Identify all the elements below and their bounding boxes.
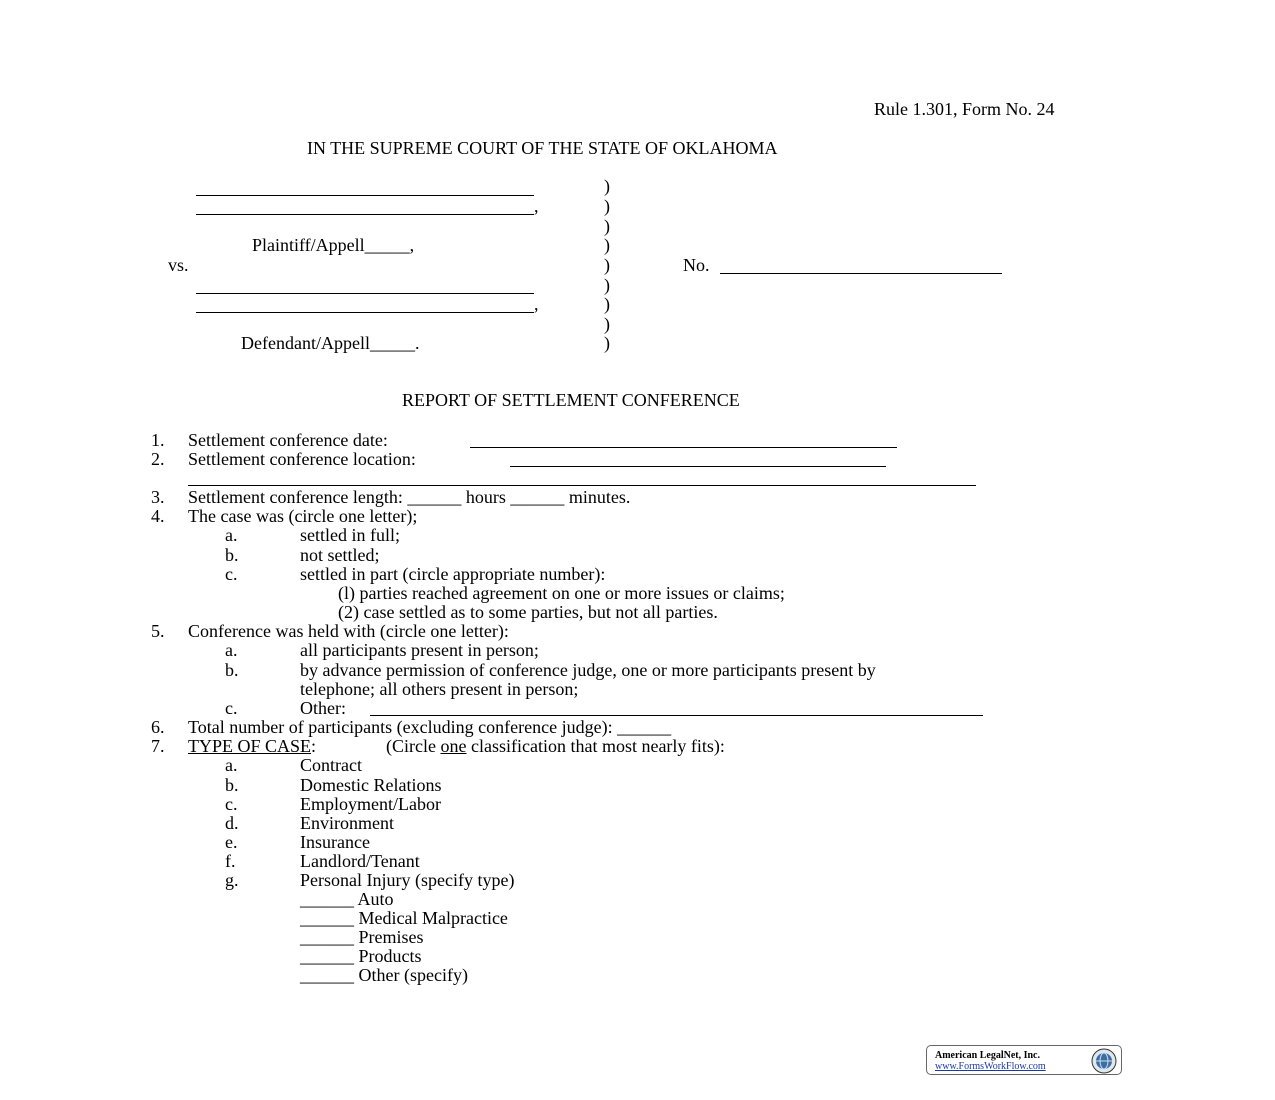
case-type-option: Insurance <box>300 832 370 852</box>
case-type-option: Contract <box>300 755 362 775</box>
option-letter: a. <box>225 755 238 775</box>
item-number: 5. <box>151 621 165 641</box>
case-type-option: Landlord/Tenant <box>300 851 420 871</box>
option-letter: a. <box>225 525 238 545</box>
item-number: 3. <box>151 487 165 507</box>
option-letter: g. <box>225 870 239 890</box>
item-number: 7. <box>151 736 165 756</box>
conference-attendance-question: Conference was held with (circle one letter): <box>188 621 509 641</box>
court-heading: IN THE SUPREME COURT OF THE STATE OF OKLAHOMA <box>307 138 778 158</box>
option-text: all participants present in person; <box>300 640 539 660</box>
rule-form-number: Rule 1.301, Form No. 24 <box>874 99 1055 119</box>
option-text: settled in part (circle appropriate number): <box>300 564 606 584</box>
sub-option-text: (l) parties reached agreement on one or more issues or claims; <box>338 583 785 603</box>
injury-type-option: ______ Auto <box>300 889 394 909</box>
option-letter: b. <box>225 545 239 565</box>
instruction-pre: (Circle <box>386 736 441 756</box>
paren: ) <box>604 255 610 275</box>
conference-length: Settlement conference length: ______ hours ______ minutes. <box>188 487 631 507</box>
case-number-line[interactable] <box>720 273 1002 274</box>
option-letter: b. <box>225 660 239 680</box>
case-type-colon: : <box>311 736 317 756</box>
option-text: by advance permission of conference judge, one or more participants present by <box>300 660 876 680</box>
paren: ) <box>604 314 610 334</box>
conference-date-line[interactable] <box>470 447 897 448</box>
option-letter: a. <box>225 640 238 660</box>
conference-location-line[interactable] <box>510 466 886 467</box>
case-type-heading <box>188 736 316 757</box>
paren: ) <box>604 275 610 295</box>
paren: ) <box>604 333 610 353</box>
option-letter: c. <box>225 698 238 718</box>
case-outcome-question: The case was (circle one letter); <box>188 506 418 526</box>
vs-label: vs. <box>168 255 189 275</box>
plaintiff-name-line-2[interactable] <box>196 214 534 215</box>
option-text-continued: telephone; all others present in person; <box>300 679 579 699</box>
conference-location-line-2[interactable] <box>188 485 976 486</box>
case-type-option: Employment/Labor <box>300 794 441 814</box>
publisher-name: American LegalNet, Inc. <box>935 1050 1040 1061</box>
case-type-option: Environment <box>300 813 394 833</box>
defendant-name-line-2[interactable] <box>196 312 534 313</box>
paren: ) <box>604 196 610 216</box>
injury-type-option: ______ Products <box>300 946 422 966</box>
instruction-post: classification that most nearly fits): <box>466 736 725 756</box>
option-letter: d. <box>225 813 239 833</box>
case-type-option: Personal Injury (specify type) <box>300 870 515 890</box>
globe-icon <box>1091 1048 1117 1074</box>
option-letter: e. <box>225 832 238 852</box>
paren: ) <box>604 294 610 314</box>
option-letter: c. <box>225 564 238 584</box>
conference-location-label: Settlement conference location: <box>188 449 416 469</box>
participant-count: Total number of participants (excluding conference judge): ______ <box>188 717 672 737</box>
case-type-instruction <box>386 736 725 757</box>
paren: ) <box>604 235 610 255</box>
injury-type-option: ______ Premises <box>300 927 424 947</box>
injury-type-option: ______ Other (specify) <box>300 965 468 985</box>
plaintiff-label: Plaintiff/Appell_____, <box>252 235 415 255</box>
defendant-label: Defendant/Appell_____. <box>241 333 420 353</box>
case-type-title: TYPE OF CASE <box>188 736 312 756</box>
option-letter: b. <box>225 775 239 795</box>
report-title: REPORT OF SETTLEMENT CONFERENCE <box>402 390 740 410</box>
option-text: settled in full; <box>300 525 400 545</box>
item-number: 1. <box>151 430 165 450</box>
publisher-logo <box>926 1045 1122 1075</box>
option-letter: f. <box>225 851 236 871</box>
case-number-label: No. <box>683 255 710 275</box>
item-number: 6. <box>151 717 165 737</box>
option-text: not settled; <box>300 545 380 565</box>
conference-date-label: Settlement conference date: <box>188 430 388 450</box>
other-attendance-line[interactable] <box>370 715 983 716</box>
item-number: 2. <box>151 449 165 469</box>
item-number: 4. <box>151 506 165 526</box>
defendant-name-line-1[interactable] <box>196 293 534 294</box>
comma: , <box>534 196 539 216</box>
case-type-option: Domestic Relations <box>300 775 442 795</box>
publisher-link[interactable]: www.FormsWorkFlow.com <box>935 1061 1046 1072</box>
option-text: Other: <box>300 698 346 718</box>
instruction-emphasis: one <box>440 736 467 756</box>
paren: ) <box>604 216 610 236</box>
sub-option-text: (2) case settled as to some parties, but not all parties. <box>338 602 718 622</box>
option-letter: c. <box>225 794 238 814</box>
paren: ) <box>604 176 610 196</box>
comma: , <box>534 294 539 314</box>
injury-type-option: ______ Medical Malpractice <box>300 908 508 928</box>
plaintiff-name-line-1[interactable] <box>196 195 534 196</box>
